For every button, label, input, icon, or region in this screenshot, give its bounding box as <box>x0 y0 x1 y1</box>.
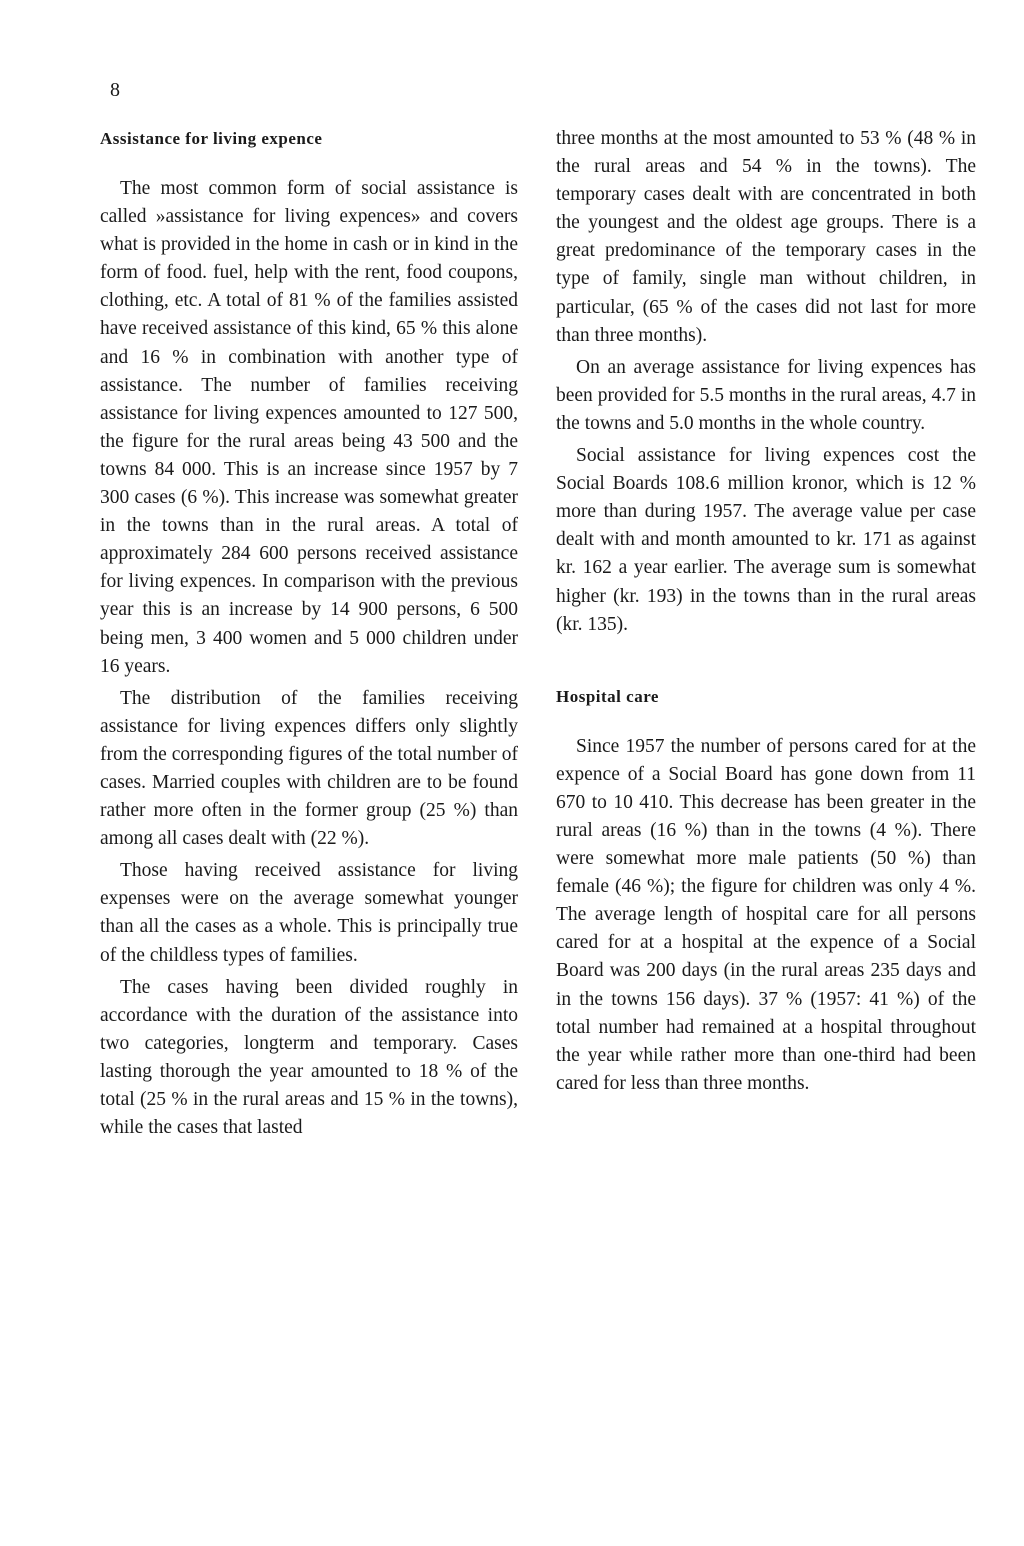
paragraph: Since 1957 the number of persons cared for at the expence of a Social Board has gone down from 11 670 to 10 410. This decrease has been greater in the rural areas (16 %) than in the towns (4 %). There were somewhat more male patients (50 %) than female (46 %); the figure for children was only 4 %. The average length of hospital care for all persons cared for at a hospital at the expence of a Social Board was 200 days (in the rural areas 235 days and in the towns 156 days). 37 % (1957: 41 %) of the total number had remained at a hospital throughout the year while rather more than one-third had been cared for less than three months. <box>556 735 976 1094</box>
paragraph: Social assistance for living expences cost the Social Boards 108.6 million kronor, which is 12 % more than during 1957. The average value per case dealt with and month amounted to kr. 171 as against kr. 162 a year earlier. The average sum is somewhat higher (kr. 193) in the towns than in the rural areas (kr. 135). <box>556 445 976 635</box>
paragraph: three months at the most amounted to 53 % (48 % in the rural areas and 54 % in the towns). The temporary cases dealt with are concentrated in both the youngest and the oldest age groups. There is a great predominance of the temporary cases in the type of family, single man without children, in particular, (65 % of the cases did not last for more than three months). <box>556 128 976 346</box>
left-column <box>100 125 518 1142</box>
section-heading-hospital-care: Hospital care <box>556 686 659 706</box>
paragraph: On an average assistance for living expences has been provided for 5.5 months in the rural areas, 4.7 in the towns and 5.0 months in the whole country. <box>556 356 976 434</box>
paragraph: Those having received assistance for living expenses were on the average somewhat younger than all the cases as a whole. This is principally true of the childless types of families. <box>100 860 518 966</box>
paragraph: The most common form of social assistance is called »assistance for living expences» and covers what is provided in the home in cash or in kind in the form of food. fuel, help with the rent, food coupons, clothing, etc. A total of 81 % of the families assisted have received assistance of this kind, 65 % this alone and 16 % in combination with another type of assistance. The number of families receiving assistance for living expences amounted to 127 500, the figure for the rural areas being 43 500 and the towns 84 000. This is an increase since 1957 by 7 300 cases (6 %). This increase was somewhat greater in the towns than in the rural areas. A total of approximately 284 600 persons received assistance for living expences. In comparison with the previous year this is an increase by 14 900 persons, 6 500 being men, 3 400 women and 5 000 children under 16 years. <box>100 178 518 677</box>
paragraph: The cases having been divided roughly in accordance with the duration of the assistance into two categories, longterm and temporary. Cases lasting thorough the year amounted to 18 % of the total (25 % in the rural areas and 15 % in the towns), while the cases that lasted <box>100 976 518 1139</box>
right-column <box>556 125 976 1098</box>
page-number: 8 <box>110 79 120 101</box>
section-heading-living-expence: Assistance for living expence <box>100 129 323 148</box>
paragraph: The distribution of the families receiving assistance for living expences differs only slightly from the corresponding figures of the total number of cases. Married couples with children are to be found rather more often in the former group (25 %) than among all cases dealt with (22 %). <box>100 687 518 850</box>
